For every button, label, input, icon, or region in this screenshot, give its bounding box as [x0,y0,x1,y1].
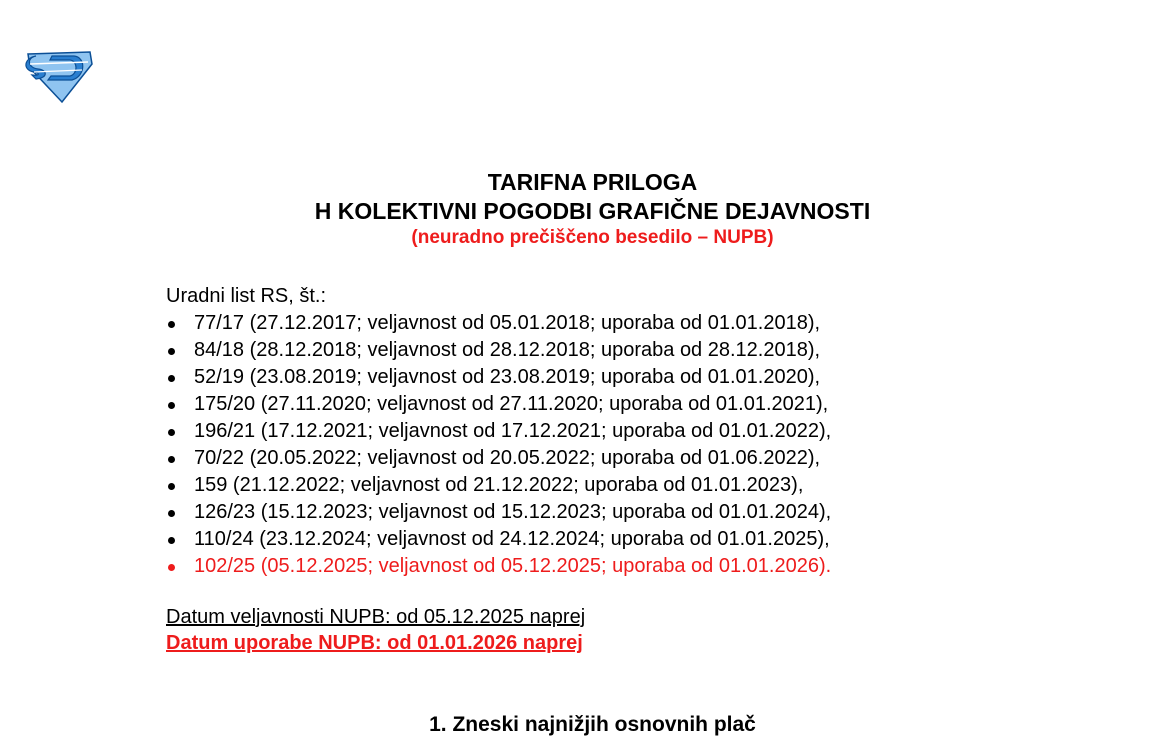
official-gazette-section [166,283,1066,580]
bullet-icon [168,321,175,328]
official-gazette-label: Uradni list RS, št.: [166,285,327,307]
bullet-icon [168,483,175,490]
gazette-list-item [166,418,1066,445]
official-gazette-list [166,310,1066,580]
section-heading: 1. Zneski najnižjih osnovnih plač [429,713,756,736]
gazette-list-item [166,472,1066,499]
document-title-block [0,168,1157,250]
document-title-line-2: H KOLEKTIVNI POGODBI GRAFIČNE DEJAVNOSTI [314,198,871,224]
bullet-icon [168,429,175,436]
gazette-list-item-text: 196/21 (17.12.2021; veljavnost od 17.12.2021; uporaba od 01.01.2022), [194,420,832,442]
sd-shield-logo-icon [22,46,96,104]
gazette-list-item [166,445,1066,472]
bullet-icon [168,402,175,409]
bullet-icon [168,537,175,544]
gazette-list-item [166,553,1066,580]
gazette-list-item [166,499,1066,526]
gazette-list-item [166,337,1066,364]
gazette-list-item [166,310,1066,337]
document-title-line-1: TARIFNA PRILOGA [487,169,698,195]
gazette-list-item-text: 84/18 (28.12.2018; veljavnost od 28.12.2018; uporaba od 28.12.2018), [194,339,821,361]
bullet-icon [168,564,175,571]
gazette-list-item [166,364,1066,391]
gazette-list-item-text: 175/20 (27.11.2020; veljavnost od 27.11.2020; uporaba od 01.01.2021), [194,393,829,415]
gazette-list-item-text: 126/23 (15.12.2023; veljavnost od 15.12.2023; uporaba od 01.01.2024), [194,501,832,523]
validity-date-line: Datum veljavnosti NUPB: od 05.12.2025 naprej [166,606,586,628]
application-date-line: Datum uporabe NUPB: od 01.01.2026 naprej [166,632,583,654]
validity-block [166,604,585,656]
gazette-list-item-text: 102/25 (05.12.2025; veljavnost od 05.12.2025; uporaba od 01.01.2026). [194,555,832,577]
gazette-list-item-text: 52/19 (23.08.2019; veljavnost od 23.08.2019; uporaba od 01.01.2020), [194,366,821,388]
gazette-list-item-text: 77/17 (27.12.2017; veljavnost od 05.01.2018; uporaba od 01.01.2018), [194,312,821,334]
gazette-list-item-text: 159 (21.12.2022; veljavnost od 21.12.2022; uporaba od 01.01.2023), [194,474,804,496]
bullet-icon [168,375,175,382]
bullet-icon [168,348,175,355]
document-subtitle: (neuradno prečiščeno besedilo – NUPB) [411,227,774,248]
gazette-list-item-text: 70/22 (20.05.2022; veljavnost od 20.05.2022; uporaba od 01.06.2022), [194,447,821,469]
gazette-list-item-text: 110/24 (23.12.2024; veljavnost od 24.12.2024; uporaba od 01.01.2025), [194,528,830,550]
gazette-list-item [166,526,1066,553]
bullet-icon [168,456,175,463]
bullet-icon [168,510,175,517]
gazette-list-item [166,391,1066,418]
